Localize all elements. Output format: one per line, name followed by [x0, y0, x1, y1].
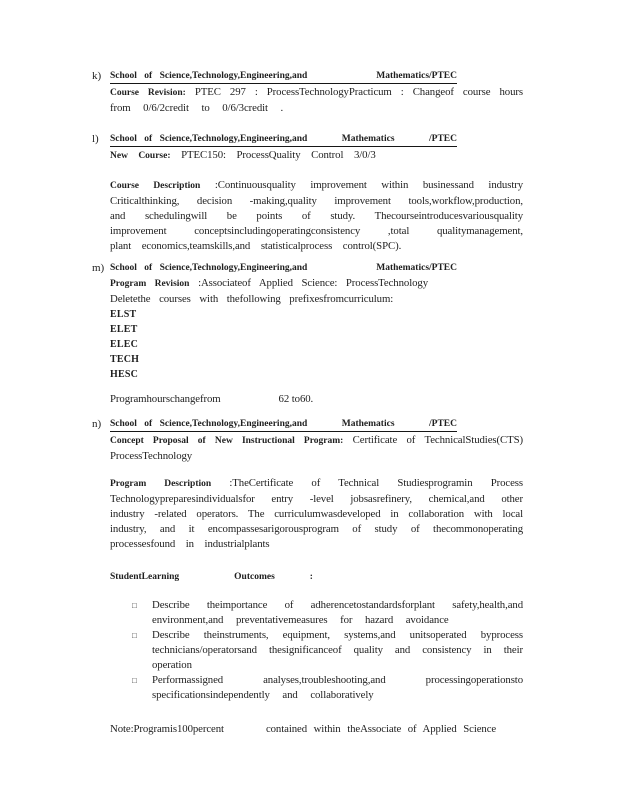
paragraph-line: processesfound in industrialplants [110, 538, 270, 550]
school-heading-right: /PTEC [429, 419, 457, 429]
school-heading-left: School of Science,Technology,Engineering,and [110, 263, 308, 273]
concept-proposal-line [110, 433, 523, 449]
school-heading-left: School of Science,Technology,Engineering,and [110, 71, 308, 81]
school-heading-right: Mathematics/PTEC [376, 263, 457, 273]
item-letter-l: l) [92, 133, 99, 145]
concept-proposal-label: Concept Proposal of New Instructional Program: [110, 436, 344, 446]
paragraph-line [110, 178, 523, 194]
course-description-paragraph [92, 178, 523, 254]
course-revision-line [110, 85, 523, 101]
outcome-line: environment,and preventativemeasures for hazard avoidance [152, 614, 449, 626]
square-bullet-icon: □ [132, 631, 137, 640]
program-revision-label: Program Revision [110, 279, 190, 289]
prefix-tech: TECH [110, 354, 140, 365]
list-item [132, 628, 523, 673]
note-line [92, 722, 523, 737]
paragraph-line: improvement conceptsincludingoperatingconsistency ,total qualitymanagement, [110, 225, 523, 237]
slo-colon: : [309, 572, 313, 582]
new-course-label: New Course: [110, 151, 171, 161]
paragraph-line: plant economics,teamskills,and statisticalprocess control(SPC). [110, 240, 402, 252]
paragraph-line: industry -related operators. The curriculumwasdeveloped in collaboration with local [110, 508, 523, 520]
school-heading-left: School of Science,Technology,Engineering,and [110, 419, 308, 429]
slo-label-outcomes: Outcomes [234, 572, 275, 582]
concept-proposal-text: Certificate of TechnicalStudies(CTS) [352, 434, 523, 446]
slo-label: StudentLearning [110, 572, 180, 582]
slo-line [110, 569, 523, 585]
square-bullet-icon: □ [132, 676, 137, 685]
outcome-line: technicians/operatorsand thesignificanceof quality and consistency in their [152, 644, 523, 656]
section-l [92, 132, 523, 164]
program-hours-text: Programhourschangefrom [110, 393, 221, 405]
item-letter-m: m) [92, 262, 105, 274]
course-revision-text: PTEC 297 : ProcessTechnologyPracticum : Changeof course hours [194, 86, 523, 98]
program-hours-line [110, 392, 523, 407]
program-revision-text: :Associateof Applied Science: ProcessTechnology [198, 277, 428, 289]
item-letter-k: k) [92, 70, 102, 82]
section-k [92, 69, 523, 116]
school-heading-mid: Mathematics [341, 419, 395, 429]
section-m [92, 261, 523, 407]
square-bullet-icon: □ [132, 601, 137, 610]
prefix-elet: ELET [110, 324, 138, 335]
course-revision-label: Course Revision: [110, 88, 186, 98]
paragraph-line: industry, and it encompassesarigorousprogram of study of thecommonoperating [110, 523, 523, 535]
course-revision-continuation: from 0/6/2credit to 0/6/3credit . [110, 102, 284, 114]
section-n [92, 417, 523, 464]
paragraph-line: Technologypreparesindividualsfor entry -level jobsasrefinery, chemical,and other [110, 493, 523, 505]
course-description-label: Course Description [110, 181, 201, 191]
outcome-line: Describe theimportance of adherencetostandardsforplant safety,health,and [152, 599, 523, 611]
program-description-label: Program Description [110, 479, 212, 489]
paragraph-line: and schedulingwill be points of study. Thecourseintroducesvariousquality [110, 210, 523, 222]
outcome-line: operation [152, 659, 192, 671]
school-heading-k [110, 69, 457, 84]
note-text: contained within theAssociate of Applied Science [265, 723, 497, 735]
school-heading-right: Mathematics/PTEC [376, 71, 457, 81]
concept-proposal-continuation: ProcessTechnology [110, 450, 193, 462]
school-heading-n [110, 417, 457, 432]
outcome-line: Describe theinstruments, equipment, systems,and unitsoperated byprocess [152, 629, 523, 641]
outcome-line: specificationsindependently and collaboratively [152, 689, 374, 701]
list-item [132, 673, 523, 703]
student-learning-outcomes-heading [92, 569, 523, 585]
item-letter-n: n) [92, 418, 102, 430]
school-heading-m [110, 261, 457, 275]
program-description-paragraph [92, 476, 523, 552]
paragraph-text: :TheCertificate of Technical Studiesprogramin Process [229, 477, 523, 489]
list-item [132, 598, 523, 628]
paragraph-line: Criticalthinking, decision -making,quality improvement tools,workflow,production, [110, 195, 523, 207]
school-heading-l [110, 132, 457, 147]
outcome-line: Performassigned analyses,troubleshooting,and processingoperationsto [152, 674, 523, 686]
school-heading-mid: Mathematics [341, 134, 395, 144]
note-lead: Note:Programis100percent [110, 723, 224, 735]
prefix-elst: ELST [110, 309, 137, 320]
prefix-elec: ELEC [110, 339, 139, 350]
program-hours-values: 62 to60. [278, 393, 314, 405]
paragraph-text: :Continuousquality improvement within businessand industry [214, 179, 524, 191]
outcomes-list [92, 598, 523, 703]
new-course-line [110, 148, 523, 164]
prefix-hesc: HESC [110, 369, 139, 380]
program-revision-line [110, 276, 523, 292]
document-body [92, 69, 523, 737]
school-heading-left: School of Science,Technology,Engineering,and [110, 134, 308, 144]
school-heading-right: /PTEC [429, 134, 457, 144]
delete-courses-line: Deletethe courses with thefollowing prefixesfromcurriculum: [110, 293, 394, 305]
paragraph-line [110, 476, 523, 492]
new-course-text: PTEC150: ProcessQuality Control 3/0/3 [181, 149, 376, 161]
